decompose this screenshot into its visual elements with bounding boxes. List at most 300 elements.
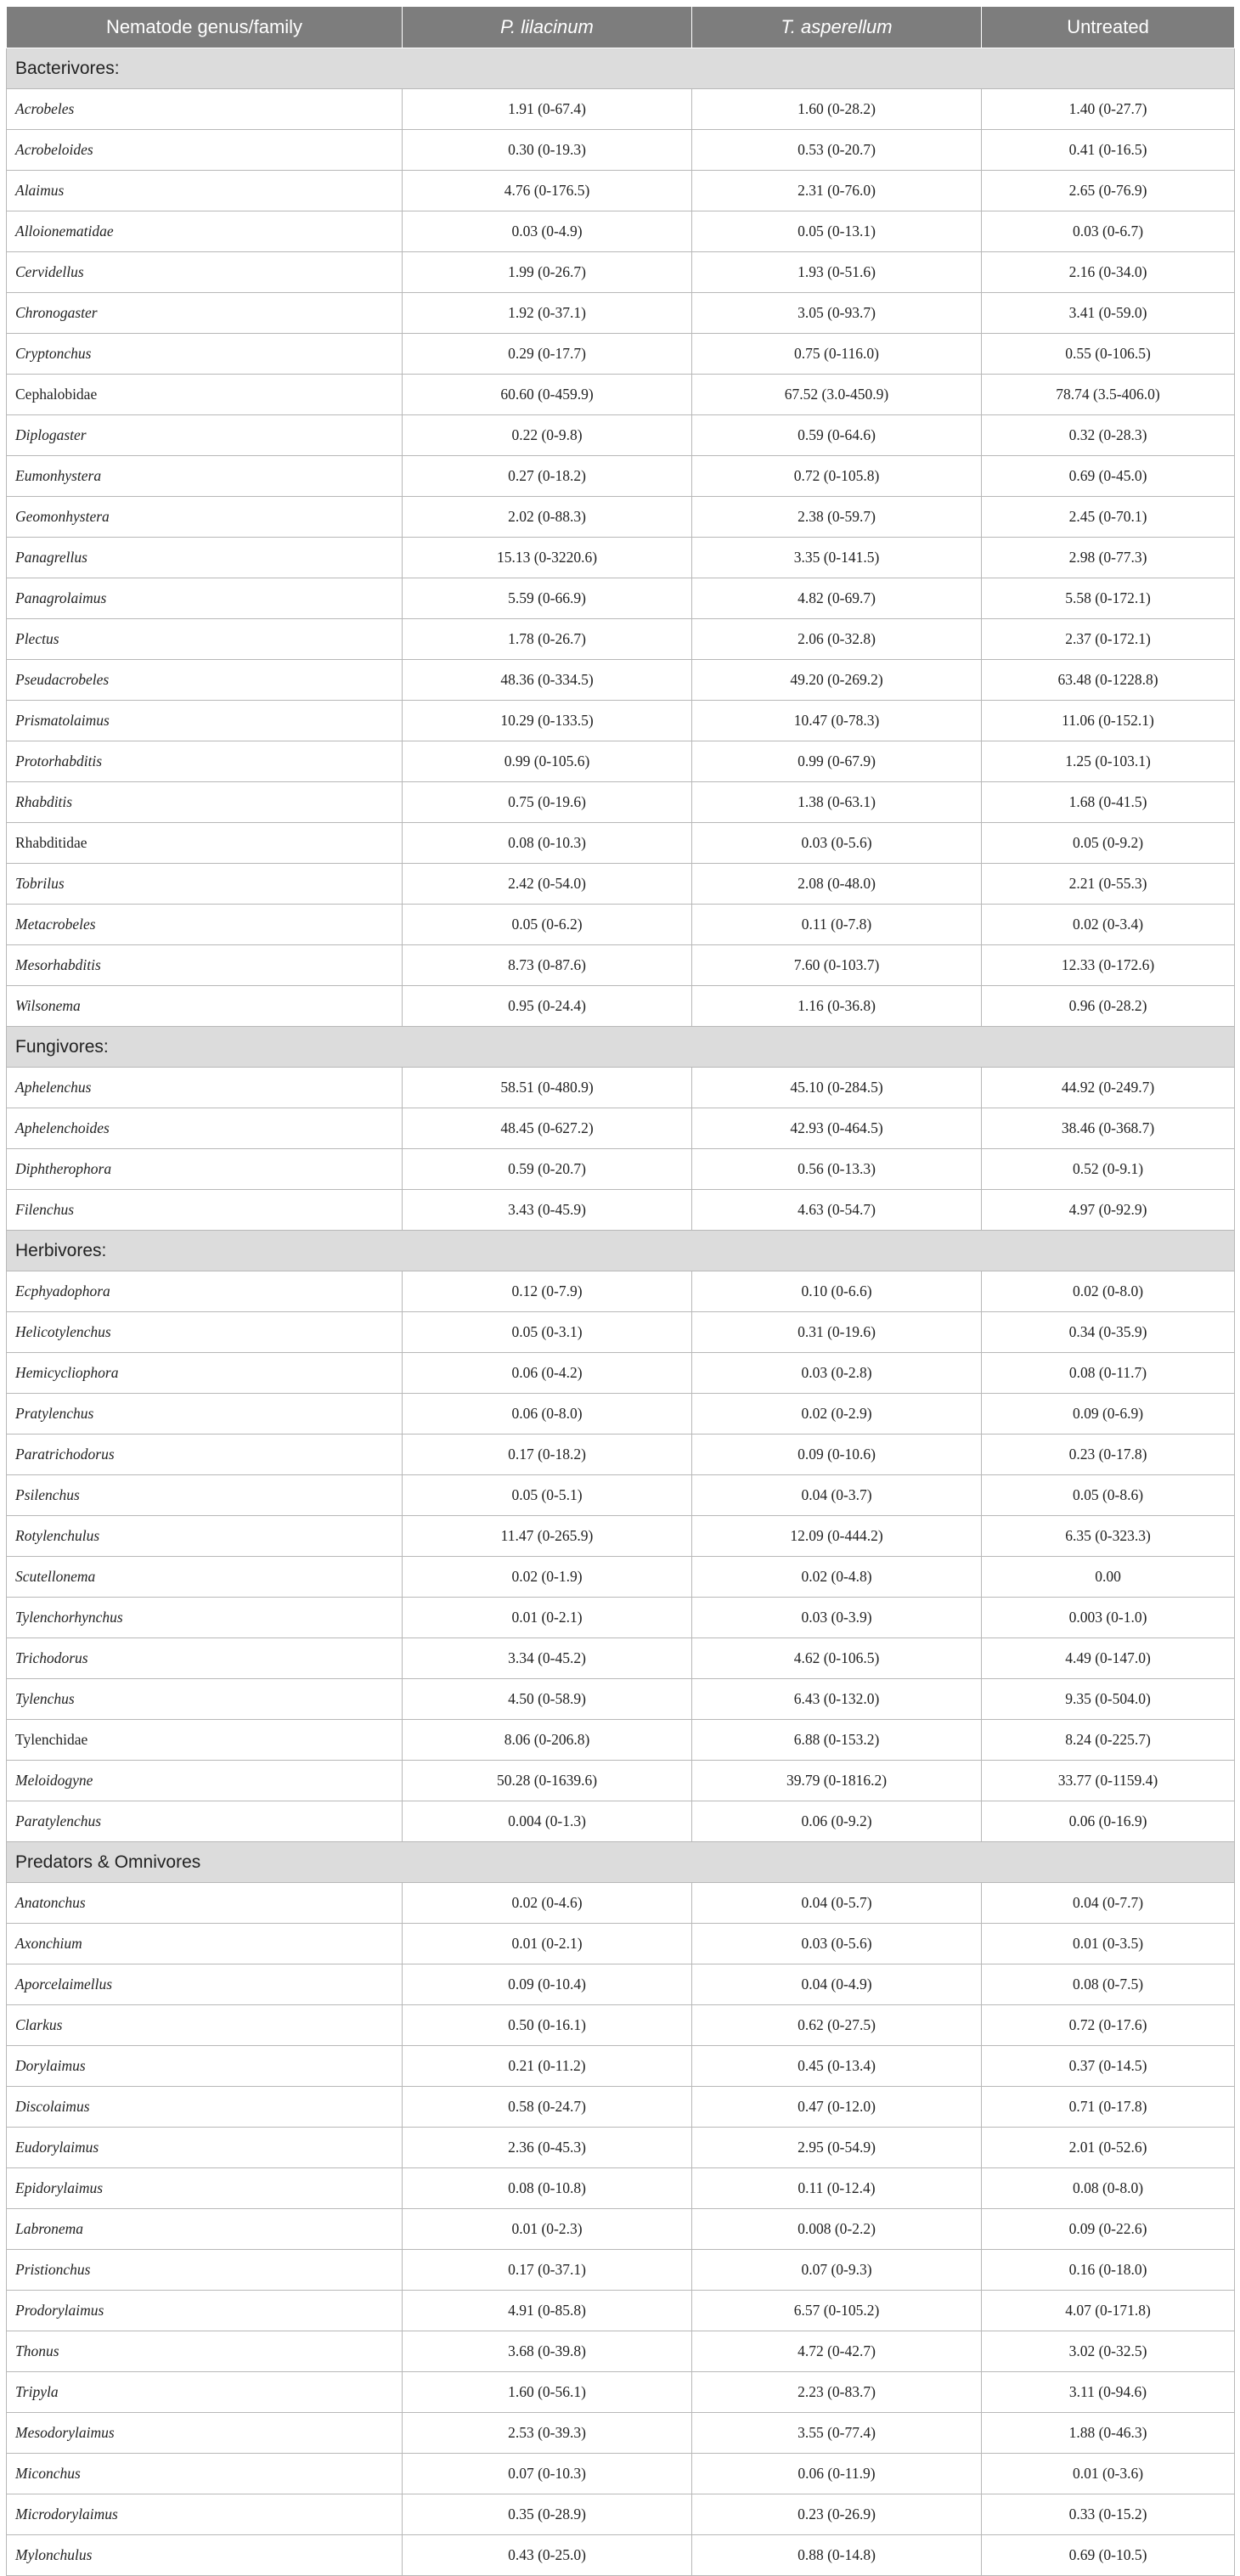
- untreated-cell: 2.65 (0-76.9): [982, 171, 1235, 211]
- p-lilacinum-cell: 0.43 (0-25.0): [403, 2535, 692, 2576]
- t-asperellum-cell: 45.10 (0-284.5): [692, 1068, 982, 1108]
- t-asperellum-cell: 0.23 (0-26.9): [692, 2494, 982, 2535]
- t-asperellum-cell: 12.09 (0-444.2): [692, 1516, 982, 1557]
- table-row: [7, 1475, 1235, 1516]
- p-lilacinum-cell: 0.05 (0-3.1): [403, 1312, 692, 1353]
- p-lilacinum-cell: 11.47 (0-265.9): [403, 1516, 692, 1557]
- untreated-cell: 5.58 (0-172.1): [982, 578, 1235, 619]
- t-asperellum-cell: 0.45 (0-13.4): [692, 2046, 982, 2087]
- t-asperellum-cell: 0.10 (0-6.6): [692, 1271, 982, 1312]
- untreated-cell: 0.09 (0-22.6): [982, 2209, 1235, 2250]
- untreated-cell: 1.40 (0-27.7): [982, 89, 1235, 130]
- genus-cell: Hemicycliophora: [7, 1353, 403, 1394]
- t-asperellum-cell: 1.93 (0-51.6): [692, 252, 982, 293]
- table-row: [7, 660, 1235, 701]
- untreated-cell: 4.97 (0-92.9): [982, 1190, 1235, 1231]
- genus-cell: Mesorhabditis: [7, 945, 403, 986]
- group-row: [7, 1231, 1235, 1271]
- group-label: Herbivores:: [7, 1231, 1235, 1271]
- t-asperellum-cell: 4.63 (0-54.7): [692, 1190, 982, 1231]
- table-row: [7, 2372, 1235, 2413]
- t-asperellum-cell: 42.93 (0-464.5): [692, 1108, 982, 1149]
- untreated-cell: 1.88 (0-46.3): [982, 2413, 1235, 2454]
- group-label: Fungivores:: [7, 1027, 1235, 1068]
- genus-cell: Helicotylenchus: [7, 1312, 403, 1353]
- p-lilacinum-cell: 0.06 (0-4.2): [403, 1353, 692, 1394]
- table-row: [7, 1353, 1235, 1394]
- t-asperellum-cell: 10.47 (0-78.3): [692, 701, 982, 741]
- t-asperellum-cell: 3.05 (0-93.7): [692, 293, 982, 334]
- t-asperellum-cell: 0.03 (0-5.6): [692, 1924, 982, 1964]
- group-row: [7, 1027, 1235, 1068]
- t-asperellum-cell: 0.008 (0-2.2): [692, 2209, 982, 2250]
- p-lilacinum-cell: 0.22 (0-9.8): [403, 415, 692, 456]
- p-lilacinum-cell: 15.13 (0-3220.6): [403, 538, 692, 578]
- untreated-cell: 0.71 (0-17.8): [982, 2087, 1235, 2128]
- p-lilacinum-cell: 0.27 (0-18.2): [403, 456, 692, 497]
- table-row: [7, 2454, 1235, 2494]
- untreated-cell: 8.24 (0-225.7): [982, 1720, 1235, 1761]
- untreated-cell: 2.16 (0-34.0): [982, 252, 1235, 293]
- table-row: [7, 252, 1235, 293]
- p-lilacinum-cell: 0.08 (0-10.8): [403, 2168, 692, 2209]
- t-asperellum-cell: 4.82 (0-69.7): [692, 578, 982, 619]
- genus-cell: Tylenchidae: [7, 1720, 403, 1761]
- untreated-cell: 2.21 (0-55.3): [982, 864, 1235, 905]
- genus-cell: Cryptonchus: [7, 334, 403, 375]
- p-lilacinum-cell: 10.29 (0-133.5): [403, 701, 692, 741]
- table-row: [7, 905, 1235, 945]
- t-asperellum-cell: 2.06 (0-32.8): [692, 619, 982, 660]
- p-lilacinum-cell: 0.95 (0-24.4): [403, 986, 692, 1027]
- genus-cell: Chronogaster: [7, 293, 403, 334]
- table-row: [7, 171, 1235, 211]
- untreated-cell: 0.03 (0-6.7): [982, 211, 1235, 252]
- genus-cell: Thonus: [7, 2331, 403, 2372]
- untreated-cell: 0.55 (0-106.5): [982, 334, 1235, 375]
- genus-cell: Acrobeles: [7, 89, 403, 130]
- genus-cell: Pseudacrobeles: [7, 660, 403, 701]
- untreated-cell: 3.41 (0-59.0): [982, 293, 1235, 334]
- untreated-cell: 0.96 (0-28.2): [982, 986, 1235, 1027]
- genus-cell: Panagrellus: [7, 538, 403, 578]
- untreated-cell: 0.05 (0-9.2): [982, 823, 1235, 864]
- untreated-cell: 0.08 (0-8.0): [982, 2168, 1235, 2209]
- t-asperellum-cell: 0.59 (0-64.6): [692, 415, 982, 456]
- t-asperellum-cell: 7.60 (0-103.7): [692, 945, 982, 986]
- t-asperellum-cell: 0.06 (0-9.2): [692, 1801, 982, 1842]
- untreated-cell: 1.68 (0-41.5): [982, 782, 1235, 823]
- table-row: [7, 2087, 1235, 2128]
- untreated-cell: 0.06 (0-16.9): [982, 1801, 1235, 1842]
- p-lilacinum-cell: 8.06 (0-206.8): [403, 1720, 692, 1761]
- table-row: [7, 2250, 1235, 2291]
- p-lilacinum-cell: 4.50 (0-58.9): [403, 1679, 692, 1720]
- p-lilacinum-cell: 2.02 (0-88.3): [403, 497, 692, 538]
- genus-cell: Axonchium: [7, 1924, 403, 1964]
- genus-cell: Mesodorylaimus: [7, 2413, 403, 2454]
- genus-cell: Microdorylaimus: [7, 2494, 403, 2535]
- table-row: [7, 1271, 1235, 1312]
- t-asperellum-cell: 39.79 (0-1816.2): [692, 1761, 982, 1801]
- table-row: [7, 2494, 1235, 2535]
- p-lilacinum-cell: 1.91 (0-67.4): [403, 89, 692, 130]
- t-asperellum-cell: 0.11 (0-12.4): [692, 2168, 982, 2209]
- untreated-cell: 9.35 (0-504.0): [982, 1679, 1235, 1720]
- p-lilacinum-cell: 58.51 (0-480.9): [403, 1068, 692, 1108]
- table-row: [7, 2535, 1235, 2576]
- p-lilacinum-cell: 0.99 (0-105.6): [403, 741, 692, 782]
- untreated-cell: 2.37 (0-172.1): [982, 619, 1235, 660]
- table-row: [7, 89, 1235, 130]
- table-row: [7, 375, 1235, 415]
- untreated-cell: 0.41 (0-16.5): [982, 130, 1235, 171]
- table-row: [7, 782, 1235, 823]
- p-lilacinum-cell: 0.05 (0-5.1): [403, 1475, 692, 1516]
- t-asperellum-cell: 0.53 (0-20.7): [692, 130, 982, 171]
- t-asperellum-cell: 2.23 (0-83.7): [692, 2372, 982, 2413]
- untreated-cell: 6.35 (0-323.3): [982, 1516, 1235, 1557]
- untreated-cell: 78.74 (3.5-406.0): [982, 375, 1235, 415]
- untreated-cell: 2.01 (0-52.6): [982, 2128, 1235, 2168]
- untreated-cell: 0.00: [982, 1557, 1235, 1598]
- genus-cell: Paratrichodorus: [7, 1435, 403, 1475]
- untreated-cell: 0.09 (0-6.9): [982, 1394, 1235, 1435]
- untreated-cell: 0.08 (0-7.5): [982, 1964, 1235, 2005]
- p-lilacinum-cell: 0.29 (0-17.7): [403, 334, 692, 375]
- untreated-cell: 0.33 (0-15.2): [982, 2494, 1235, 2535]
- untreated-cell: 0.32 (0-28.3): [982, 415, 1235, 456]
- p-lilacinum-cell: 0.17 (0-18.2): [403, 1435, 692, 1475]
- table-body: [7, 48, 1235, 2576]
- p-lilacinum-cell: 3.34 (0-45.2): [403, 1638, 692, 1679]
- table-row: [7, 211, 1235, 252]
- p-lilacinum-cell: 2.53 (0-39.3): [403, 2413, 692, 2454]
- table-row: [7, 1924, 1235, 1964]
- table-row: [7, 1516, 1235, 1557]
- p-lilacinum-cell: 2.42 (0-54.0): [403, 864, 692, 905]
- p-lilacinum-cell: 0.07 (0-10.3): [403, 2454, 692, 2494]
- p-lilacinum-cell: 0.35 (0-28.9): [403, 2494, 692, 2535]
- p-lilacinum-cell: 2.36 (0-45.3): [403, 2128, 692, 2168]
- untreated-cell: 0.08 (0-11.7): [982, 1353, 1235, 1394]
- table-row: [7, 497, 1235, 538]
- table-row: [7, 1883, 1235, 1924]
- p-lilacinum-cell: 4.76 (0-176.5): [403, 171, 692, 211]
- table-row: [7, 1598, 1235, 1638]
- p-lilacinum-cell: 0.75 (0-19.6): [403, 782, 692, 823]
- table-row: [7, 1068, 1235, 1108]
- p-lilacinum-cell: 0.01 (0-2.3): [403, 2209, 692, 2250]
- genus-cell: Cephalobidae: [7, 375, 403, 415]
- t-asperellum-cell: 49.20 (0-269.2): [692, 660, 982, 701]
- genus-cell: Clarkus: [7, 2005, 403, 2046]
- p-lilacinum-cell: 60.60 (0-459.9): [403, 375, 692, 415]
- table-row: [7, 1149, 1235, 1190]
- untreated-cell: 0.69 (0-10.5): [982, 2535, 1235, 2576]
- genus-cell: Panagrolaimus: [7, 578, 403, 619]
- t-asperellum-cell: 0.11 (0-7.8): [692, 905, 982, 945]
- table-row: [7, 2291, 1235, 2331]
- t-asperellum-cell: 0.04 (0-4.9): [692, 1964, 982, 2005]
- genus-cell: Epidorylaimus: [7, 2168, 403, 2209]
- table-row: [7, 619, 1235, 660]
- genus-cell: Acrobeloides: [7, 130, 403, 171]
- table-row: [7, 741, 1235, 782]
- genus-cell: Cervidellus: [7, 252, 403, 293]
- t-asperellum-cell: 0.09 (0-10.6): [692, 1435, 982, 1475]
- genus-cell: Miconchus: [7, 2454, 403, 2494]
- t-asperellum-cell: 0.07 (0-9.3): [692, 2250, 982, 2291]
- genus-cell: Diphtherophora: [7, 1149, 403, 1190]
- genus-cell: Pristionchus: [7, 2250, 403, 2291]
- table-row: [7, 1312, 1235, 1353]
- t-asperellum-cell: 2.38 (0-59.7): [692, 497, 982, 538]
- p-lilacinum-cell: 48.45 (0-627.2): [403, 1108, 692, 1149]
- group-label: Predators & Omnivores: [7, 1842, 1235, 1883]
- table-row: [7, 2168, 1235, 2209]
- t-asperellum-cell: 0.03 (0-5.6): [692, 823, 982, 864]
- table-row: [7, 823, 1235, 864]
- genus-cell: Dorylaimus: [7, 2046, 403, 2087]
- p-lilacinum-cell: 0.58 (0-24.7): [403, 2087, 692, 2128]
- p-lilacinum-cell: 0.06 (0-8.0): [403, 1394, 692, 1435]
- genus-cell: Rhabditis: [7, 782, 403, 823]
- table-row: [7, 2331, 1235, 2372]
- genus-cell: Trichodorus: [7, 1638, 403, 1679]
- table-row: [7, 864, 1235, 905]
- table-row: [7, 538, 1235, 578]
- untreated-cell: 0.16 (0-18.0): [982, 2250, 1235, 2291]
- p-lilacinum-cell: 0.21 (0-11.2): [403, 2046, 692, 2087]
- group-label: Bacterivores:: [7, 48, 1235, 89]
- p-lilacinum-cell: 0.50 (0-16.1): [403, 2005, 692, 2046]
- genus-cell: Scutellonema: [7, 1557, 403, 1598]
- t-asperellum-cell: 4.62 (0-106.5): [692, 1638, 982, 1679]
- genus-cell: Rotylenchulus: [7, 1516, 403, 1557]
- untreated-cell: 0.01 (0-3.6): [982, 2454, 1235, 2494]
- p-lilacinum-cell: 0.01 (0-2.1): [403, 1598, 692, 1638]
- genus-cell: Tripyla: [7, 2372, 403, 2413]
- t-asperellum-cell: 0.06 (0-11.9): [692, 2454, 982, 2494]
- untreated-cell: 12.33 (0-172.6): [982, 945, 1235, 986]
- untreated-cell: 0.37 (0-14.5): [982, 2046, 1235, 2087]
- untreated-cell: 0.72 (0-17.6): [982, 2005, 1235, 2046]
- p-lilacinum-cell: 0.01 (0-2.1): [403, 1924, 692, 1964]
- genus-cell: Rhabditidae: [7, 823, 403, 864]
- table-row: [7, 1761, 1235, 1801]
- genus-cell: Plectus: [7, 619, 403, 660]
- p-lilacinum-cell: 0.09 (0-10.4): [403, 1964, 692, 2005]
- t-asperellum-cell: 0.05 (0-13.1): [692, 211, 982, 252]
- p-lilacinum-cell: 0.05 (0-6.2): [403, 905, 692, 945]
- t-asperellum-cell: 0.47 (0-12.0): [692, 2087, 982, 2128]
- t-asperellum-cell: 0.02 (0-2.9): [692, 1394, 982, 1435]
- table-row: [7, 1638, 1235, 1679]
- genus-cell: Tylenchorhynchus: [7, 1598, 403, 1638]
- genus-cell: Alaimus: [7, 171, 403, 211]
- p-lilacinum-cell: 0.17 (0-37.1): [403, 2250, 692, 2291]
- p-lilacinum-cell: 3.68 (0-39.8): [403, 2331, 692, 2372]
- genus-cell: Prismatolaimus: [7, 701, 403, 741]
- table-row: [7, 2413, 1235, 2454]
- table-row: [7, 130, 1235, 171]
- genus-cell: Ecphyadophora: [7, 1271, 403, 1312]
- t-asperellum-cell: 2.08 (0-48.0): [692, 864, 982, 905]
- genus-cell: Prodorylaimus: [7, 2291, 403, 2331]
- t-asperellum-cell: 67.52 (3.0-450.9): [692, 375, 982, 415]
- t-asperellum-cell: 6.88 (0-153.2): [692, 1720, 982, 1761]
- header-row: [7, 7, 1235, 48]
- t-asperellum-cell: 0.02 (0-4.8): [692, 1557, 982, 1598]
- t-asperellum-cell: 1.60 (0-28.2): [692, 89, 982, 130]
- p-lilacinum-cell: 0.004 (0-1.3): [403, 1801, 692, 1842]
- untreated-cell: 11.06 (0-152.1): [982, 701, 1235, 741]
- p-lilacinum-cell: 0.02 (0-1.9): [403, 1557, 692, 1598]
- p-lilacinum-cell: 0.03 (0-4.9): [403, 211, 692, 252]
- p-lilacinum-cell: 8.73 (0-87.6): [403, 945, 692, 986]
- table-row: [7, 293, 1235, 334]
- untreated-cell: 0.34 (0-35.9): [982, 1312, 1235, 1353]
- p-lilacinum-cell: 50.28 (0-1639.6): [403, 1761, 692, 1801]
- t-asperellum-cell: 0.04 (0-3.7): [692, 1475, 982, 1516]
- p-lilacinum-cell: 1.99 (0-26.7): [403, 252, 692, 293]
- untreated-cell: 0.003 (0-1.0): [982, 1598, 1235, 1638]
- table-row: [7, 1964, 1235, 2005]
- header-untreated: Untreated: [982, 7, 1235, 48]
- t-asperellum-cell: 0.75 (0-116.0): [692, 334, 982, 375]
- table-row: [7, 1720, 1235, 1761]
- untreated-cell: 0.05 (0-8.6): [982, 1475, 1235, 1516]
- genus-cell: Diplogaster: [7, 415, 403, 456]
- table-row: [7, 945, 1235, 986]
- untreated-cell: 1.25 (0-103.1): [982, 741, 1235, 782]
- genus-cell: Mylonchulus: [7, 2535, 403, 2576]
- p-lilacinum-cell: 0.12 (0-7.9): [403, 1271, 692, 1312]
- untreated-cell: 0.02 (0-8.0): [982, 1271, 1235, 1312]
- t-asperellum-cell: 2.31 (0-76.0): [692, 171, 982, 211]
- t-asperellum-cell: 0.72 (0-105.8): [692, 456, 982, 497]
- t-asperellum-cell: 0.62 (0-27.5): [692, 2005, 982, 2046]
- header-t-asperellum: T. asperellum: [692, 7, 982, 48]
- p-lilacinum-cell: 1.60 (0-56.1): [403, 2372, 692, 2413]
- table-row: [7, 1190, 1235, 1231]
- genus-cell: Tylenchus: [7, 1679, 403, 1720]
- table-row: [7, 701, 1235, 741]
- p-lilacinum-cell: 0.02 (0-4.6): [403, 1883, 692, 1924]
- genus-cell: Paratylenchus: [7, 1801, 403, 1842]
- group-row: [7, 48, 1235, 89]
- untreated-cell: 38.46 (0-368.7): [982, 1108, 1235, 1149]
- untreated-cell: 0.23 (0-17.8): [982, 1435, 1235, 1475]
- table-row: [7, 456, 1235, 497]
- genus-cell: Aphelenchoides: [7, 1108, 403, 1149]
- p-lilacinum-cell: 1.78 (0-26.7): [403, 619, 692, 660]
- untreated-cell: 33.77 (0-1159.4): [982, 1761, 1235, 1801]
- table-row: [7, 1435, 1235, 1475]
- table-row: [7, 1801, 1235, 1842]
- table-row: [7, 986, 1235, 1027]
- table-row: [7, 2005, 1235, 2046]
- untreated-cell: 4.07 (0-171.8): [982, 2291, 1235, 2331]
- untreated-cell: 2.98 (0-77.3): [982, 538, 1235, 578]
- t-asperellum-cell: 0.88 (0-14.8): [692, 2535, 982, 2576]
- table-row: [7, 2046, 1235, 2087]
- p-lilacinum-cell: 5.59 (0-66.9): [403, 578, 692, 619]
- genus-cell: Metacrobeles: [7, 905, 403, 945]
- t-asperellum-cell: 0.31 (0-19.6): [692, 1312, 982, 1353]
- untreated-cell: 3.02 (0-32.5): [982, 2331, 1235, 2372]
- untreated-cell: 0.04 (0-7.7): [982, 1883, 1235, 1924]
- p-lilacinum-cell: 1.92 (0-37.1): [403, 293, 692, 334]
- t-asperellum-cell: 6.57 (0-105.2): [692, 2291, 982, 2331]
- untreated-cell: 3.11 (0-94.6): [982, 2372, 1235, 2413]
- genus-cell: Filenchus: [7, 1190, 403, 1231]
- genus-cell: Discolaimus: [7, 2087, 403, 2128]
- p-lilacinum-cell: 0.59 (0-20.7): [403, 1149, 692, 1190]
- t-asperellum-cell: 0.03 (0-3.9): [692, 1598, 982, 1638]
- t-asperellum-cell: 0.56 (0-13.3): [692, 1149, 982, 1190]
- t-asperellum-cell: 0.99 (0-67.9): [692, 741, 982, 782]
- untreated-cell: 0.02 (0-3.4): [982, 905, 1235, 945]
- genus-cell: Psilenchus: [7, 1475, 403, 1516]
- untreated-cell: 0.69 (0-45.0): [982, 456, 1235, 497]
- p-lilacinum-cell: 48.36 (0-334.5): [403, 660, 692, 701]
- genus-cell: Wilsonema: [7, 986, 403, 1027]
- t-asperellum-cell: 0.03 (0-2.8): [692, 1353, 982, 1394]
- p-lilacinum-cell: 0.30 (0-19.3): [403, 130, 692, 171]
- nematode-abundance-table: [6, 6, 1235, 2576]
- genus-cell: Tobrilus: [7, 864, 403, 905]
- table-row: [7, 415, 1235, 456]
- t-asperellum-cell: 2.95 (0-54.9): [692, 2128, 982, 2168]
- genus-cell: Aporcelaimellus: [7, 1964, 403, 2005]
- header-p-lilacinum: P. lilacinum: [403, 7, 692, 48]
- untreated-cell: 44.92 (0-249.7): [982, 1068, 1235, 1108]
- p-lilacinum-cell: 3.43 (0-45.9): [403, 1190, 692, 1231]
- table-row: [7, 1394, 1235, 1435]
- t-asperellum-cell: 1.16 (0-36.8): [692, 986, 982, 1027]
- t-asperellum-cell: 1.38 (0-63.1): [692, 782, 982, 823]
- t-asperellum-cell: 3.55 (0-77.4): [692, 2413, 982, 2454]
- untreated-cell: 0.01 (0-3.5): [982, 1924, 1235, 1964]
- genus-cell: Alloionematidae: [7, 211, 403, 252]
- genus-cell: Pratylenchus: [7, 1394, 403, 1435]
- p-lilacinum-cell: 4.91 (0-85.8): [403, 2291, 692, 2331]
- table-row: [7, 578, 1235, 619]
- untreated-cell: 63.48 (0-1228.8): [982, 660, 1235, 701]
- table-row: [7, 334, 1235, 375]
- p-lilacinum-cell: 0.08 (0-10.3): [403, 823, 692, 864]
- table-row: [7, 2128, 1235, 2168]
- t-asperellum-cell: 0.04 (0-5.7): [692, 1883, 982, 1924]
- untreated-cell: 4.49 (0-147.0): [982, 1638, 1235, 1679]
- table-row: [7, 1679, 1235, 1720]
- genus-cell: Protorhabditis: [7, 741, 403, 782]
- untreated-cell: 2.45 (0-70.1): [982, 497, 1235, 538]
- header-genus: Nematode genus/family: [7, 7, 403, 48]
- genus-cell: Labronema: [7, 2209, 403, 2250]
- t-asperellum-cell: 6.43 (0-132.0): [692, 1679, 982, 1720]
- group-row: [7, 1842, 1235, 1883]
- t-asperellum-cell: 3.35 (0-141.5): [692, 538, 982, 578]
- genus-cell: Anatonchus: [7, 1883, 403, 1924]
- table-row: [7, 2209, 1235, 2250]
- table-row: [7, 1108, 1235, 1149]
- t-asperellum-cell: 4.72 (0-42.7): [692, 2331, 982, 2372]
- genus-cell: Geomonhystera: [7, 497, 403, 538]
- genus-cell: Eumonhystera: [7, 456, 403, 497]
